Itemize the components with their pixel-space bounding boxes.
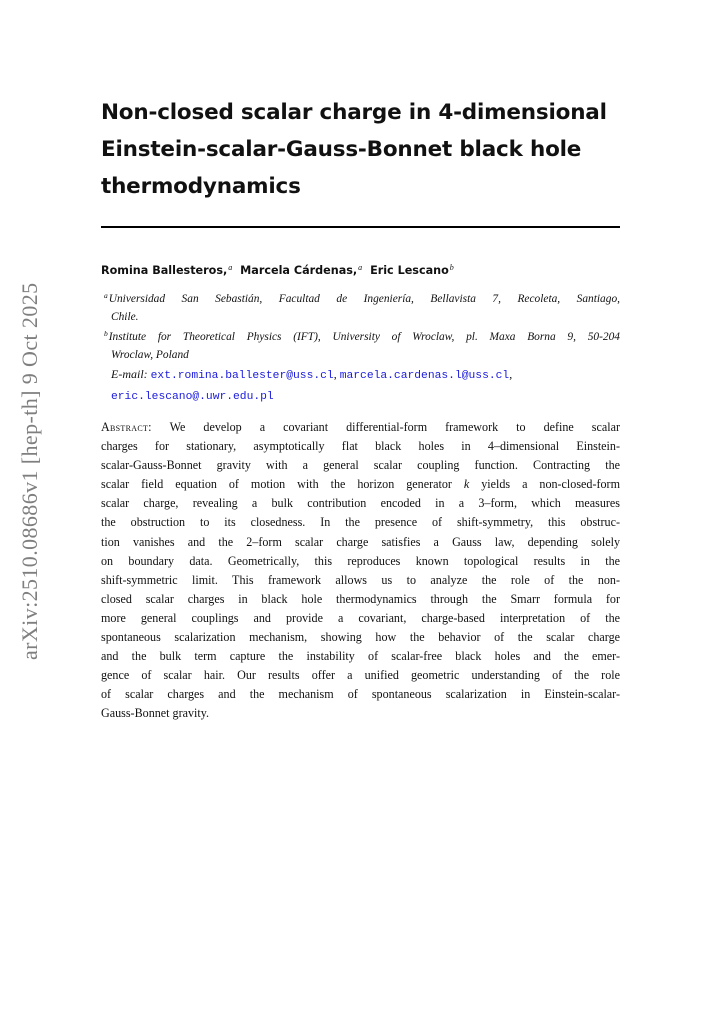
- affiliation-line: [104, 287, 620, 308]
- abstract-line: of scalar charges and the mechanism of spontaneous scalarization in Einstein-scalar-: [101, 687, 620, 702]
- abstract-line: tion vanishes and the 2–form scalar charge satisfies a Gauss law, depending solely: [101, 534, 620, 549]
- affiliation-a: [104, 287, 620, 326]
- abstract-line: [101, 418, 620, 437]
- author-name: Eric Lescano: [370, 264, 449, 277]
- affiliation-mark: a: [358, 263, 363, 272]
- author-name: Marcela Cárdenas,: [240, 264, 358, 277]
- title-rule-divider: [101, 226, 620, 228]
- abstract-text: We develop a covariant differential-form framework to define scalar: [169, 420, 620, 434]
- affiliation-line: [104, 325, 620, 346]
- affiliation-text: Universidad San Sebastián, Facultad de Ingeniería, Bellavista 7, Recoleta, Santiago,: [108, 293, 620, 305]
- abstract-line: more general couplings and provide a covariant, charge-based interpretation of the: [101, 610, 620, 625]
- email-block: E-mail: ext.romina.ballester@uss.cl, marcela.cardenas.l@uss.cl, eric.lescano@.uwr.edu.pl: [111, 367, 513, 403]
- abstract-line: closed scalar charges in black hole thermodynamics through the Smarr formula for: [101, 591, 620, 606]
- abstract-line: gence of scalar hair. Our results offer a unified geometric understanding of the role: [101, 668, 620, 683]
- abstract: [101, 418, 620, 724]
- affiliation-mark: b: [449, 263, 454, 272]
- affiliation-text: Institute for Theoretical Physics (IFT), University of Wroclaw, pl. Maxa Borna 9, 50-204: [108, 331, 620, 343]
- abstract-line: and the bulk term capture the instability of scalar-free black holes and the emer-: [101, 649, 620, 664]
- title-line: Einstein-scalar-Gauss-Bonnet black hole: [101, 137, 582, 162]
- author-name: Romina Ballesteros,: [101, 264, 228, 277]
- title-line: thermodynamics: [101, 174, 301, 199]
- affiliation-mark: b: [104, 329, 108, 338]
- email-label: E-mail:: [111, 367, 148, 381]
- abstract-line: spontaneous scalarization mechanism, showing how the behavior of the scalar charge: [101, 630, 620, 645]
- arxiv-identifier-stamp: arXiv:2510.08686v1 [hep-th] 9 Oct 2025: [17, 282, 42, 660]
- paper-title: [101, 94, 641, 205]
- affiliation-b: [104, 325, 620, 364]
- abstract-heading: Abstract:: [101, 420, 152, 434]
- abstract-line: the obstruction to its closedness. In the presence of shift-symmetry, this obstruc-: [101, 515, 620, 530]
- math-symbol-k: k: [463, 477, 470, 492]
- email-link[interactable]: marcela.cardenas.l@uss.cl: [339, 370, 510, 382]
- abstract-line: Gauss-Bonnet gravity.: [101, 706, 210, 721]
- title-line: Non-closed scalar charge in 4-dimensional: [101, 100, 607, 125]
- affiliation-line: Wroclaw, Poland: [111, 349, 189, 361]
- affiliation-line: Chile.: [111, 311, 139, 323]
- abstract-line: scalar-Gauss-Bonnet gravity with a general scalar coupling function. Contracting the: [101, 458, 620, 473]
- abstract-text: yields a non-closed-form: [481, 477, 620, 492]
- affiliation-mark: a: [228, 263, 233, 272]
- author-list: [101, 263, 458, 277]
- abstract-line: charges for stationary, asymptotically flat black holes in 4–dimensional Einstein-: [101, 439, 620, 454]
- email-link[interactable]: ext.romina.ballester@uss.cl: [150, 370, 334, 382]
- abstract-line: shift-symmetric limit. This framework allows us to analyze the role of the non-: [101, 572, 620, 587]
- abstract-line: [101, 475, 620, 494]
- email-link[interactable]: eric.lescano@.uwr.edu.pl: [111, 391, 274, 403]
- abstract-line: on boundary data. Geometrically, this reproduces known topological results in the: [101, 553, 620, 568]
- abstract-text: scalar field equation of motion with the horizon generator: [101, 477, 452, 492]
- abstract-line: scalar charge, revealing a bulk contribution encoded in a 3–form, which measures: [101, 496, 620, 511]
- affiliation-mark: a: [104, 291, 108, 300]
